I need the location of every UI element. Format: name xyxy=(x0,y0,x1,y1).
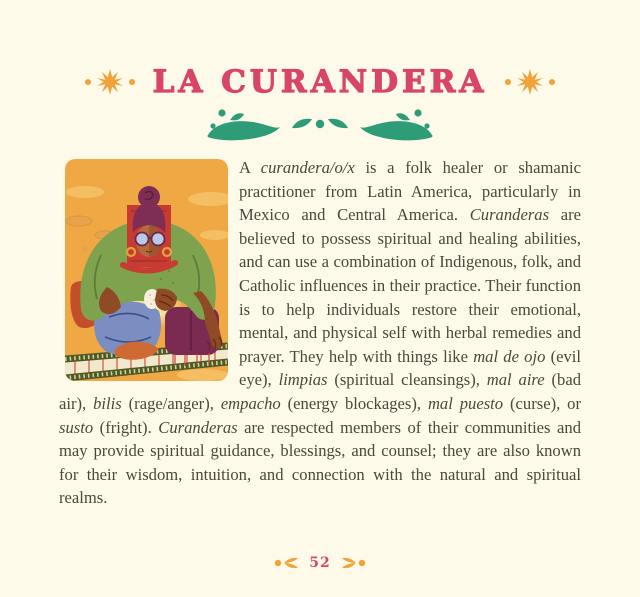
text-segment: limpias xyxy=(278,370,328,390)
text-segment: (curse), or xyxy=(503,393,582,413)
text-segment: susto xyxy=(59,417,94,437)
starburst-icon xyxy=(516,68,544,96)
text-segment: mal puesto xyxy=(427,393,504,413)
page-title: LA CURANDERA xyxy=(152,64,488,100)
page-footer xyxy=(0,555,640,571)
text-segment: mal de ojo xyxy=(473,346,546,366)
text-segment: Curanderas xyxy=(158,417,238,437)
dot-icon xyxy=(505,79,511,85)
starburst-ornament-left xyxy=(85,68,135,96)
flourish-divider-icon xyxy=(200,105,440,145)
text-segment: (bad air), xyxy=(59,370,581,413)
page-number: 52 xyxy=(309,555,331,571)
text-segment: A xyxy=(239,158,261,177)
footer-ornament-right-icon xyxy=(340,555,366,571)
starburst-icon xyxy=(96,68,124,96)
starburst-ornament-right xyxy=(505,68,555,96)
text-segment: Curanderas xyxy=(469,205,550,225)
text-segment: are respected members of their communities and may provide spiritual guidance, blessings, and counsel; they are also known for their wisdom, intuition, and connection with the natural and spiritual realms. xyxy=(59,417,581,508)
curandera-illustration xyxy=(65,159,228,381)
text-segment: (evil eye), xyxy=(239,346,581,390)
dot-icon xyxy=(129,79,135,85)
dot-icon xyxy=(549,79,555,85)
text-segment: (rage/anger), xyxy=(121,393,221,413)
text-segment: is a folk healer or shamanic practitioner from Latin America, particularly in Mexico and Central America. xyxy=(239,158,581,225)
text-segment: (energy blockages), xyxy=(280,393,428,413)
text-segment: bilis xyxy=(93,393,122,413)
text-segment: (fright). xyxy=(93,417,159,437)
text-segment: curandera/o/x xyxy=(260,158,355,177)
page-header xyxy=(0,0,640,100)
article-body xyxy=(59,156,581,510)
text-segment: mal aire xyxy=(486,370,545,390)
dot-icon xyxy=(85,79,91,85)
text-segment: are believed to possess spiritual and healing abilities, and can use a combination of Indigenous, folk, and Catholic influences in their practice. Their function is to help individuals restore their emotional, mental, and physical self with herbal remedies and prayer. They help with things like xyxy=(239,205,582,366)
footer-ornament-left-icon xyxy=(274,555,300,571)
text-segment: empacho xyxy=(220,393,281,413)
text-segment: (spiritual cleansings), xyxy=(327,370,487,390)
